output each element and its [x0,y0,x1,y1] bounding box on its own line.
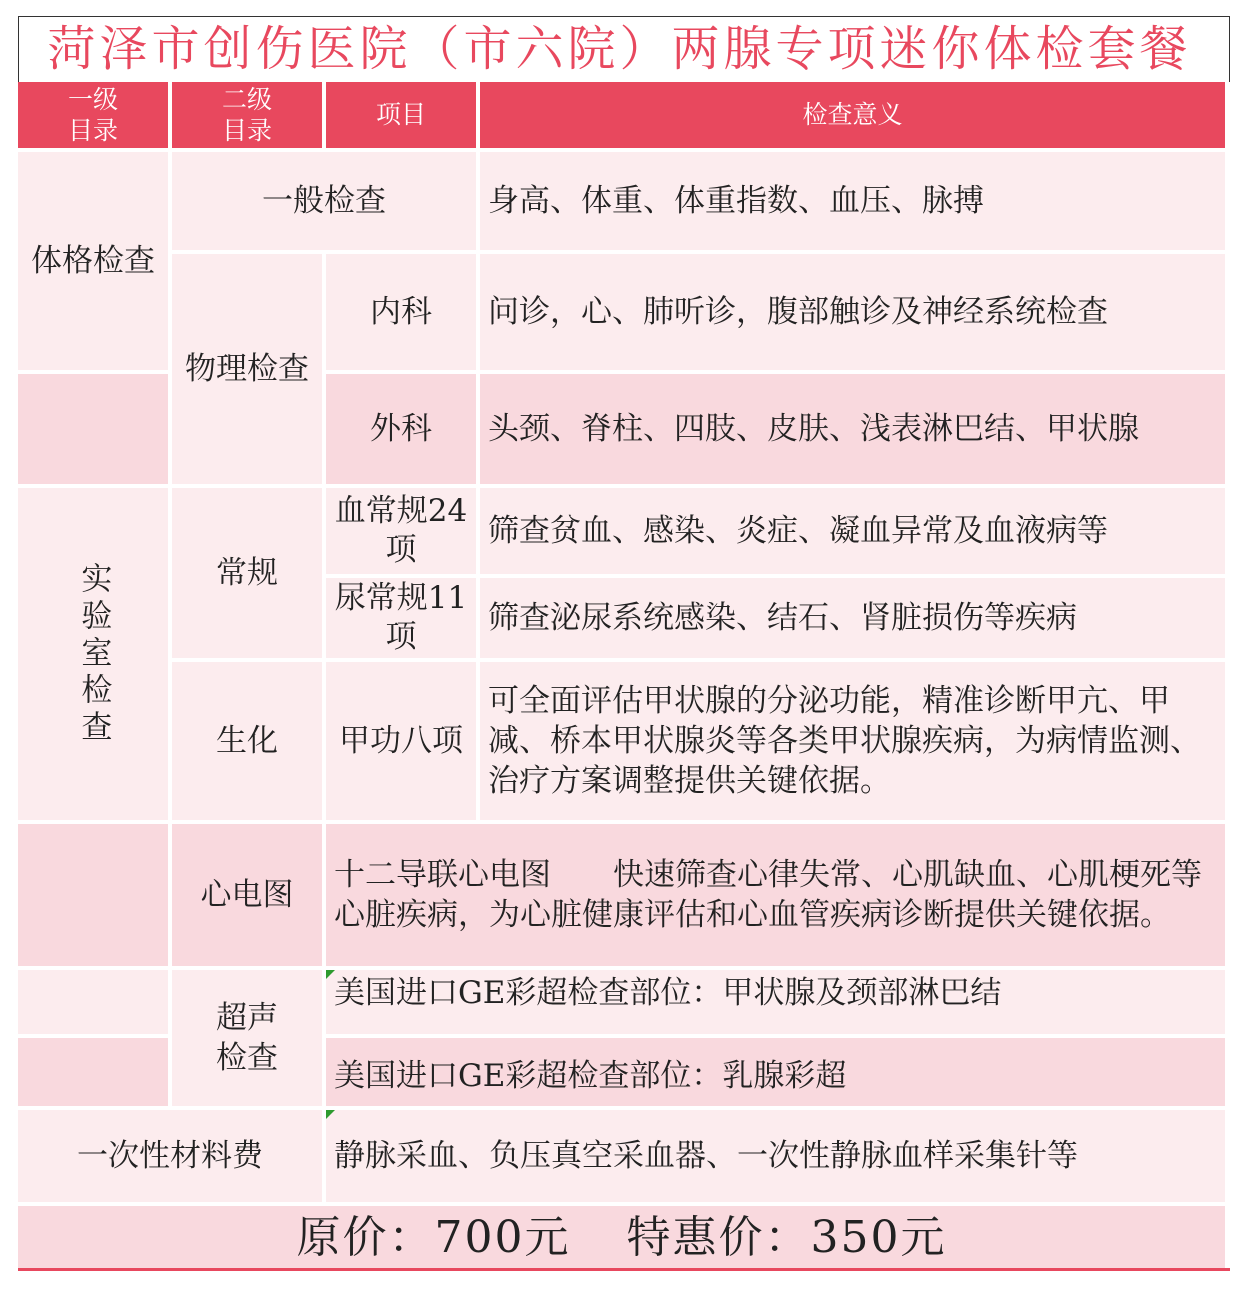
special-price: 特惠价：350元 [626,1211,947,1263]
us-thyroid-meaning: 美国进口GE彩超检查部位：甲状腺及颈部淋巴结 [326,970,1225,1034]
urine-routine-meaning: 筛查泌尿系统感染、结石、肾脏损伤等疾病 [480,578,1225,658]
blood-routine-label: 血常规24项 [326,488,476,574]
internal-label: 内科 [326,254,476,370]
page-title: 菏泽市创伤医院（市六院）两腺专项迷你体检套餐 [47,21,1192,77]
ecg-level1-filler [18,824,168,966]
internal-meaning: 问诊，心、肺听诊，腹部触诊及神经系统检查 [480,254,1225,370]
header-level2: 二级 目录 [172,82,322,148]
biochem-label: 生化 [172,662,322,820]
ecg-meaning: 十二导联心电图 快速筛查心律失常、心肌缺血、心肌梗死等心脏疾病，为心脏健康评估和心血管疾病诊断提供关键依据。 [326,824,1225,966]
urine-routine-label: 尿常规11项 [326,578,476,658]
ultrasound-label: 超声 检查 [172,970,322,1106]
general-exam-meaning: 身高、体重、体重指数、血压、脉搏 [480,152,1225,250]
us-level1-filler-1 [18,970,168,1034]
material-fee-meaning: 静脉采血、负压真空采血器、一次性静脉血样采集针等 [326,1110,1225,1202]
original-price: 原价：700元 [296,1211,571,1263]
blood-routine-meaning: 筛查贫血、感染、炎症、凝血异常及血液病等 [480,488,1225,574]
thyroid8-meaning: 可全面评估甲状腺的分泌功能，精准诊断甲亢、甲减、桥本甲状腺炎等各类甲状腺疾病，为病情监测、治疗方案调整提供关键依据。 [480,662,1225,820]
physical-exam-label: 体格检查 [18,152,168,370]
surgery-label: 外科 [326,374,476,484]
price-row [18,1206,1225,1268]
bottom-divider [18,1268,1230,1271]
header-level1: 一级 目录 [18,82,168,148]
header-item: 项目 [326,82,476,148]
comment-marker-2 [326,1110,335,1119]
surgery-meaning: 头颈、脊柱、四肢、皮肤、浅表淋巴结、甲状腺 [480,374,1225,484]
comment-marker-1 [326,970,335,979]
header-meaning: 检查意义 [480,82,1225,148]
routine-label: 常规 [172,488,322,658]
lab-exam-label: 实验室检查 [18,488,168,820]
general-exam-label: 一般检查 [172,152,476,250]
us-level1-filler-2 [18,1038,168,1106]
physical-check-label: 物理检查 [172,254,322,484]
us-breast-meaning: 美国进口GE彩超检查部位：乳腺彩超 [326,1038,1225,1106]
ecg-label: 心电图 [172,824,322,966]
thyroid8-label: 甲功八项 [326,662,476,820]
material-fee-label: 一次性材料费 [18,1110,322,1202]
physical-exam-filler [18,374,168,484]
